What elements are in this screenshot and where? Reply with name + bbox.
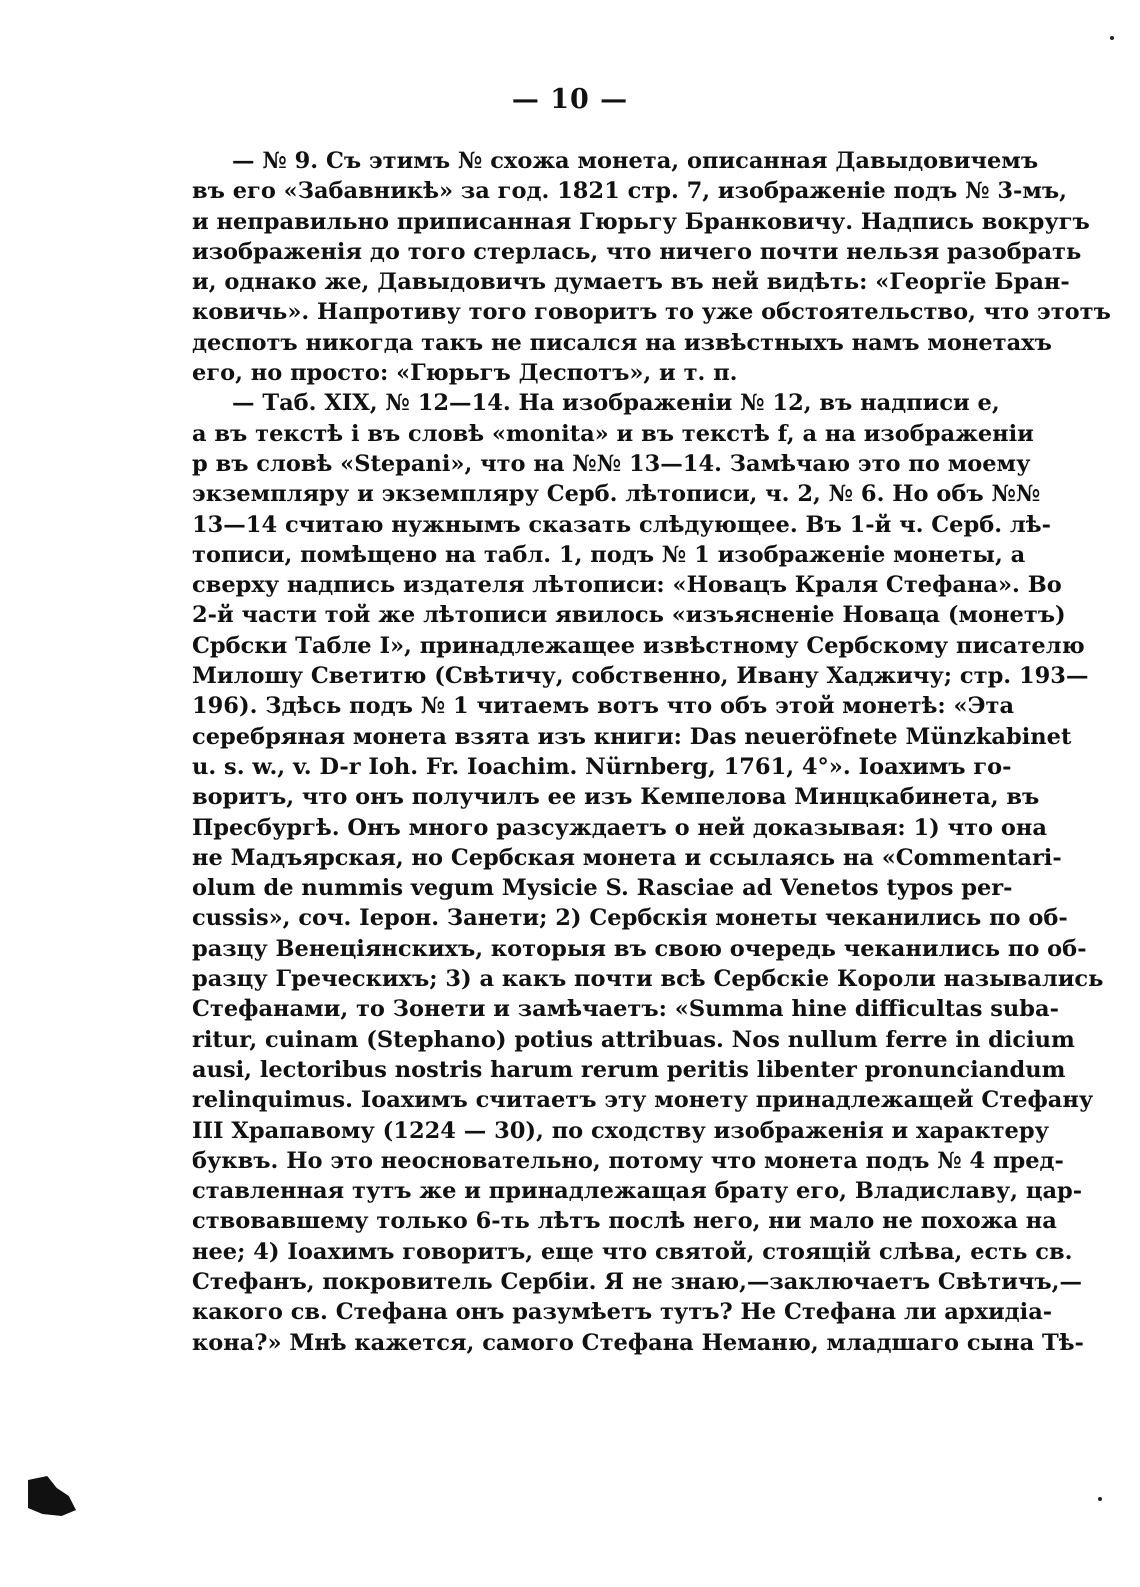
paragraph-2 (192, 388, 1104, 1358)
text-line: olum de nummis vegum Mysicie S. Rasciae ad Venetos typos per- (192, 875, 1013, 902)
text-line: ausi, lectoribus nostris harum rerum peritis libenter pronunciandum (192, 1056, 1066, 1083)
text-line: не Мадъярская, но Сербская монета и ссылаясь на «Commentari- (192, 844, 1062, 871)
text-line: его, но просто: «Гюрьгъ Деспотъ», и т. п. (192, 360, 738, 387)
text-line: тописи, помѣщено на табл. 1, подъ № 1 изображеніе монеты, а (192, 541, 1026, 568)
text-line: p въ словѣ «Stepani», что на №№ 13—14. Замѣчаю это по моему (192, 450, 1031, 477)
text-line: воритъ, что онъ получилъ ее изъ Кемпелова Минцкабинета, въ (192, 784, 1040, 811)
ink-speck (1110, 36, 1114, 40)
text-line: въ его «Забавникѣ» за год. 1821 стр. 7, изображеніе подъ № 3-мъ, (192, 178, 1067, 205)
text-line: буквъ. Но это неосновательно, потому что монета подъ № 4 пред- (192, 1147, 1064, 1174)
text-line: — № 9. Съ этимъ № схожа монета, описанная Давыдовичемъ (232, 148, 1039, 174)
text-line: u. s. w., v. D-r Ioh. Fr. Ioachim. Nürnberg, 1761, 4°». Іоахимъ го- (192, 753, 1012, 780)
text-line: Милошу Светитю (Свѣтичу, собственно, Ивану Хаджичу; стр. 193— (192, 663, 1089, 690)
text-line: III Храпавому (1224 — 30), по сходству изображенія и характеру (192, 1117, 1049, 1144)
text-line: 196). Здѣсь подъ № 1 читаемъ вотъ что объ этой монетѣ: «Эта (192, 693, 1015, 720)
text-line: изображенія до того стерлась, что ничего почти нельзя разобрать (192, 238, 1082, 265)
page-number: — 10 — (511, 84, 629, 115)
body-text (192, 146, 1111, 1358)
ink-blot (28, 1476, 76, 1516)
text-line: и, однако же, Давыдовичъ думаетъ въ ней видѣть: «Георгїе Бран- (192, 269, 1070, 296)
text-line: ставленная тутъ же и принадлежащая брату его, Владиславу, цар- (192, 1178, 1083, 1205)
text-line: cussis», соч. Іерон. Занети; 2) Сербскія монеты чеканились по об- (192, 905, 1068, 932)
text-line: Пресбургѣ. Онъ много разсуждаетъ о ней доказывая: 1) что она (192, 814, 1047, 841)
text-line: нее; 4) Іоахимъ говоритъ, еще что святой, стоящій слѣва, есть св. (192, 1238, 1073, 1265)
text-line: relinquimus. Іоахимъ считаетъ эту монету принадлежащей Стефану (192, 1087, 1094, 1114)
text-line: Стефанъ, покровитель Сербіи. Я не знаю,—заключаетъ Свѣтичъ,— (192, 1268, 1082, 1295)
text-line: 13—14 считаю нужнымъ сказать слѣдующее. Въ 1-й ч. Серб. лѣ- (192, 511, 1051, 538)
text-line: ствовавшему только 6-ть лѣтъ послѣ него, ни мало не похожа на (192, 1208, 1057, 1235)
ink-speck (1098, 1497, 1102, 1501)
text-line: — Таб. XIX, № 12—14. На изображеніи № 12, въ надписи e, (232, 390, 1000, 417)
text-line: ковичь». Напротиву того говоритъ то уже обстоятельство, что этотъ (192, 299, 1111, 326)
text-line: Стефанами, то Зонети и замѣчаетъ: «Summa hine difficultas suba- (192, 996, 1059, 1023)
text-line: экземпляру и экземпляру Серб. лѣтописи, ч. 2, № 6. Но объ №№ (192, 481, 1041, 508)
text-line: разцу Греческихъ; 3) а какъ почти всѣ Сербскіе Короли назывались (192, 966, 1104, 993)
text-line: 2-й части той же лѣтописи явилось «изъясненіе Новаца (монетъ) (192, 602, 1066, 629)
text-line: сверху надпись издателя лѣтописи: «Новацъ Краля Стефана». Во (192, 572, 1062, 599)
paragraph-1 (192, 146, 1111, 388)
text-line: какого св. Стефана онъ разумѣетъ тутъ? Не Стефана ли архидіа- (192, 1299, 1053, 1326)
text-line: деспотъ никогда такъ не писался на извѣстныхъ намъ монетахъ (192, 329, 1052, 356)
text-line: Србски Табле I», принадлежащее извѣстному Сербскому писателю (192, 632, 1085, 659)
text-line: разцу Венеціянскихъ, которыя въ свою очередь чеканились по об- (192, 935, 1087, 962)
text-line: кона?» Мнѣ кажется, самого Стефана Неманю, младшаго сына Тѣ- (192, 1329, 1084, 1356)
text-line: серебряная монета взята изъ книги: Das neueröfnete Münzkabinet (192, 723, 1072, 750)
text-line: и неправильно приписанная Гюрьгу Бранковичу. Надпись вокругъ (192, 208, 1090, 235)
text-line: ritur, cuinam (Stephano) potius attribuas. Nos nullum ferre in dicium (192, 1026, 1075, 1053)
text-line: а въ текстѣ i въ словѣ «monita» и въ текстѣ f, а на изображеніи (192, 420, 1034, 447)
